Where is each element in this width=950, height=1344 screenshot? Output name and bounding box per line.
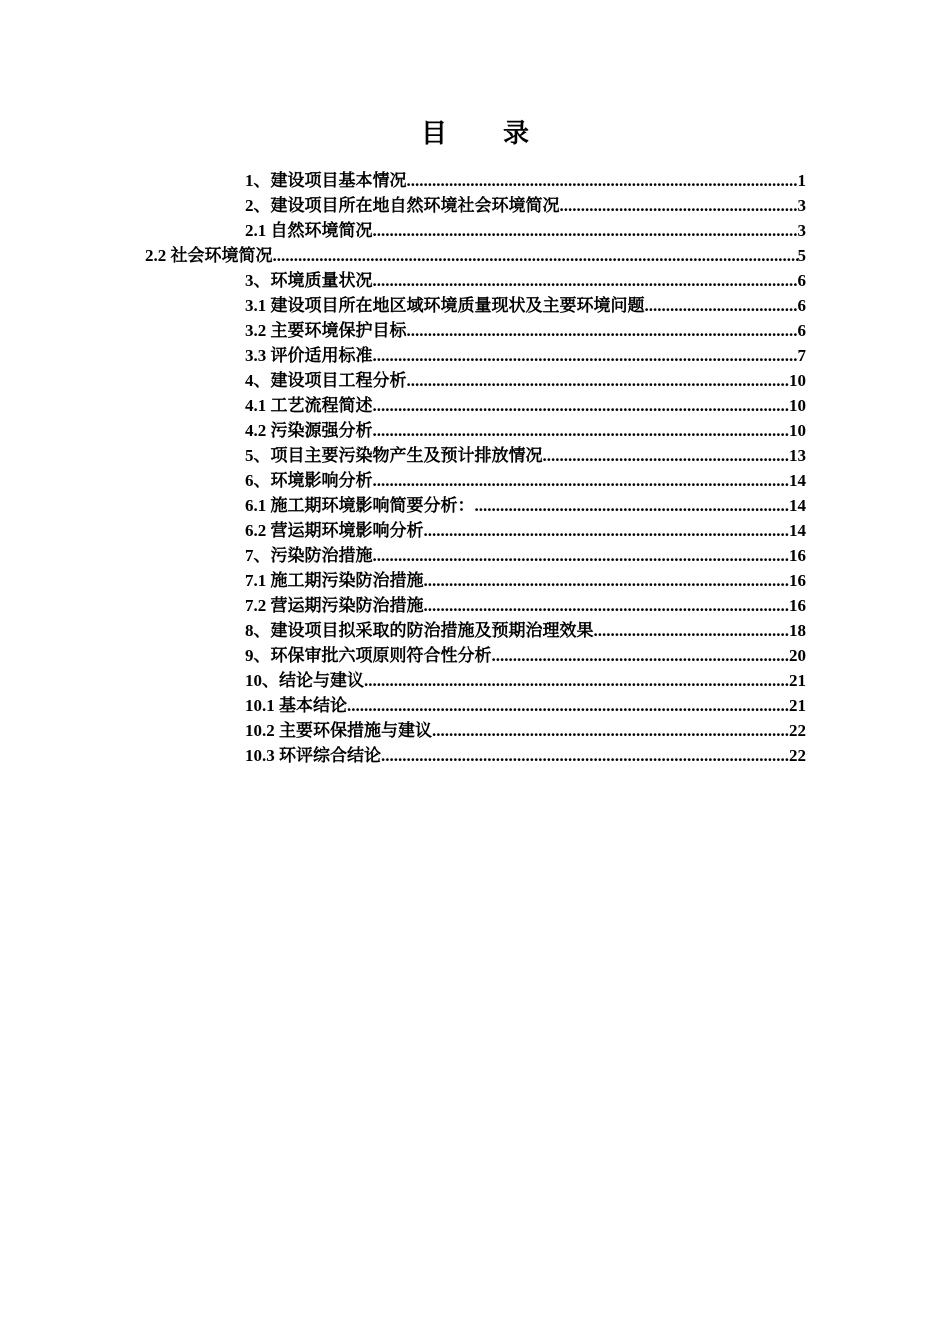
toc-entry[interactable] [245,193,806,218]
toc-entry-label: 4、建设项目工程分析 [245,371,407,390]
toc-entry-label: 2、建设项目所在地自然环境社会环境简况 [245,196,560,215]
page-title: 目录 [420,119,585,148]
toc-entry-label: 10.1 基本结论 [245,696,347,715]
toc-entry[interactable] [245,443,806,468]
toc-dot-leader [373,468,790,493]
toc-entry-page: 10 [789,371,806,390]
toc-entry[interactable] [245,468,806,493]
toc-dot-leader [407,368,790,393]
toc-entry[interactable] [245,718,806,743]
toc-entry[interactable] [245,743,806,768]
toc-dot-leader [373,418,790,443]
toc-entry-label: 3.1 建设项目所在地区域环境质量现状及主要环境问题 [245,296,645,315]
toc-entry-page: 21 [789,671,806,690]
toc-entry[interactable] [245,293,806,318]
toc-entry-label: 6.1 施工期环境影响简要分析： [245,496,475,515]
toc-entry-label: 3、环境质量状况 [245,271,373,290]
toc-entry-page: 1 [797,171,806,190]
toc-entry-page: 14 [789,471,806,490]
toc-entry-page: 21 [789,696,806,715]
toc-entry-label: 1、建设项目基本情况 [245,171,407,190]
toc-entry[interactable] [245,268,806,293]
toc-entry-label: 7.2 营运期污染防治措施 [245,596,424,615]
toc-dot-leader [594,618,790,643]
toc-entry-page: 22 [789,746,806,765]
toc-entry[interactable] [145,243,806,268]
toc-entry-page: 13 [789,446,806,465]
toc-entry[interactable] [245,693,806,718]
toc-entry-page: 10 [789,396,806,415]
toc-entry-label: 3.3 评价适用标准 [245,346,373,365]
toc-dot-leader [424,593,790,618]
toc-entry-page: 3 [797,221,806,240]
toc-entry-page: 5 [797,246,806,265]
toc-dot-leader [347,693,789,718]
toc-entry-page: 18 [789,621,806,640]
toc-entry[interactable] [245,568,806,593]
toc-entry-page: 6 [797,271,806,290]
toc-entry[interactable] [245,418,806,443]
toc-dot-leader [373,393,790,418]
toc-dot-leader [373,268,798,293]
toc-entry-page: 14 [789,521,806,540]
toc-entry-label: 2.1 自然环境简况 [245,221,373,240]
toc-entry-label: 3.2 主要环境保护目标 [245,321,407,340]
toc-dot-leader [273,243,798,268]
toc-entry[interactable] [245,368,806,393]
toc-dot-leader [424,518,790,543]
toc-entry-label: 7.1 施工期污染防治措施 [245,571,424,590]
toc-entry-page: 16 [789,571,806,590]
toc-entry-page: 22 [789,721,806,740]
toc-entry[interactable] [245,318,806,343]
toc-dot-leader [432,718,789,743]
toc-dot-leader [373,218,798,243]
toc-dot-leader [475,493,790,518]
toc-entry[interactable] [245,643,806,668]
toc-entry-label: 10、结论与建议 [245,671,364,690]
toc-entry-label: 6.2 营运期环境影响分析 [245,521,424,540]
toc-entry-page: 16 [789,596,806,615]
toc-entry-label: 5、项目主要污染物产生及预计排放情况 [245,446,543,465]
toc-dot-leader [424,568,790,593]
toc-dot-leader [645,293,798,318]
toc-dot-leader [560,193,798,218]
toc-dot-leader [364,668,789,693]
toc-entry[interactable] [245,393,806,418]
toc-dot-leader [373,543,790,568]
toc-entry-page: 20 [789,646,806,665]
toc-entry-page: 10 [789,421,806,440]
toc-dot-leader [381,743,789,768]
toc-entry-label: 10.2 主要环保措施与建议 [245,721,432,740]
toc-entry-label: 4.1 工艺流程简述 [245,396,373,415]
toc-entry-label: 8、建设项目拟采取的防治措施及预期治理效果 [245,621,594,640]
toc-entry-page: 6 [797,321,806,340]
toc-entry-label: 4.2 污染源强分析 [245,421,373,440]
toc-entry-label: 10.3 环评综合结论 [245,746,381,765]
toc-dot-leader [407,318,798,343]
toc-entry-page: 14 [789,496,806,515]
toc-dot-leader [373,343,798,368]
toc-entry[interactable] [245,493,806,518]
toc-entry-label: 6、环境影响分析 [245,471,373,490]
toc-entry-label: 7、污染防治措施 [245,546,373,565]
toc-dot-leader [543,443,790,468]
toc-entry-page: 3 [797,196,806,215]
toc-entry[interactable] [245,343,806,368]
toc-entry[interactable] [245,543,806,568]
toc-entry[interactable] [245,618,806,643]
toc-entry-page: 6 [797,296,806,315]
toc-entry[interactable] [245,168,806,193]
toc-entry-page: 16 [789,546,806,565]
toc-entry[interactable] [245,593,806,618]
toc-entry-page: 7 [797,346,806,365]
toc-entry-label: 9、环保审批六项原则符合性分析 [245,646,492,665]
toc-entry-label: 2.2 社会环境简况 [145,246,273,265]
toc-entry[interactable] [245,518,806,543]
toc-entry[interactable] [245,668,806,693]
toc-dot-leader [492,643,790,668]
toc-entry[interactable] [245,218,806,243]
toc-dot-leader [407,168,798,193]
